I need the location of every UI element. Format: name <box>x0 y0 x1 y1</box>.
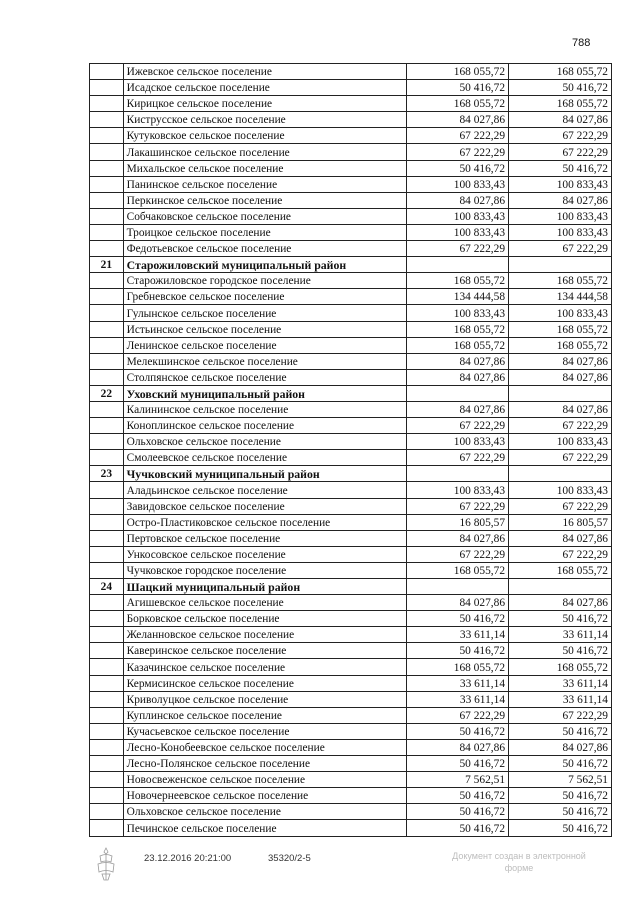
settlement-row <box>90 804 612 820</box>
settlement-row <box>90 321 612 337</box>
amount-column-2: 67 222,29 <box>509 546 612 562</box>
settlement-row <box>90 675 612 691</box>
amount-column-1: 84 027,86 <box>407 369 509 385</box>
amount-column-1: 84 027,86 <box>407 401 509 417</box>
row-number <box>90 482 124 498</box>
row-number: 22 <box>90 385 124 401</box>
amount-column-1 <box>407 466 509 482</box>
settlement-row <box>90 482 612 498</box>
amount-column-1: 16 805,57 <box>407 514 509 530</box>
amount-column-1: 33 611,14 <box>407 675 509 691</box>
amount-column-2: 168 055,72 <box>509 337 612 353</box>
settlement-row <box>90 434 612 450</box>
row-number <box>90 739 124 755</box>
settlement-name: Криволуцкое сельское поселение <box>123 691 406 707</box>
settlement-row <box>90 691 612 707</box>
amount-column-1 <box>407 579 509 595</box>
settlement-name: Гулынское сельское поселение <box>123 305 406 321</box>
row-number <box>90 273 124 289</box>
amount-column-2: 16 805,57 <box>509 514 612 530</box>
amount-column-2: 84 027,86 <box>509 595 612 611</box>
settlement-row <box>90 707 612 723</box>
settlement-name: Ольховское сельское поселение <box>123 434 406 450</box>
settlement-name: Федотьевское сельское поселение <box>123 241 406 257</box>
amount-column-1: 50 416,72 <box>407 756 509 772</box>
settlement-name: Панинское сельское поселение <box>123 176 406 192</box>
settlement-row <box>90 756 612 772</box>
row-number <box>90 675 124 691</box>
settlement-name: Троицкое сельское поселение <box>123 224 406 240</box>
row-number <box>90 611 124 627</box>
row-number: 21 <box>90 257 124 273</box>
amount-column-2: 168 055,72 <box>509 321 612 337</box>
settlement-name: Ольховское сельское поселение <box>123 804 406 820</box>
amount-column-2: 7 562,51 <box>509 772 612 788</box>
amount-column-1: 84 027,86 <box>407 595 509 611</box>
row-number <box>90 192 124 208</box>
row-number <box>90 804 124 820</box>
row-number <box>90 112 124 128</box>
amount-column-1: 50 416,72 <box>407 788 509 804</box>
row-number <box>90 353 124 369</box>
row-number <box>90 659 124 675</box>
settlement-row <box>90 144 612 160</box>
district-row <box>90 579 612 595</box>
amount-column-2: 84 027,86 <box>509 112 612 128</box>
row-number <box>90 434 124 450</box>
row-number <box>90 756 124 772</box>
amount-column-1: 50 416,72 <box>407 160 509 176</box>
settlement-name: Лесно-Конобеевское сельское поселение <box>123 739 406 755</box>
settlement-name: Борковское сельское поселение <box>123 611 406 627</box>
settlement-name: Собчаковское сельское поселение <box>123 208 406 224</box>
settlement-name: Аладьинское сельское поселение <box>123 482 406 498</box>
settlement-row <box>90 450 612 466</box>
footer-doc-id: 35320/2-5 <box>268 853 311 864</box>
amount-column-1: 168 055,72 <box>407 337 509 353</box>
settlement-row <box>90 739 612 755</box>
amount-column-1: 168 055,72 <box>407 562 509 578</box>
settlement-row <box>90 659 612 675</box>
row-number <box>90 96 124 112</box>
amount-column-2: 84 027,86 <box>509 369 612 385</box>
amount-column-2: 67 222,29 <box>509 707 612 723</box>
row-number <box>90 224 124 240</box>
settlement-row <box>90 595 612 611</box>
settlement-name: Лесно-Полянское сельское поселение <box>123 756 406 772</box>
row-number <box>90 208 124 224</box>
settlement-name: Смолеевское сельское поселение <box>123 450 406 466</box>
settlement-row <box>90 112 612 128</box>
emblem-seal-icon <box>94 846 118 882</box>
amount-column-2: 84 027,86 <box>509 353 612 369</box>
amount-column-2: 168 055,72 <box>509 64 612 80</box>
settlement-name: Чучковское городское поселение <box>123 562 406 578</box>
amount-column-1: 33 611,14 <box>407 627 509 643</box>
amount-column-2: 84 027,86 <box>509 401 612 417</box>
amount-column-2 <box>509 579 612 595</box>
row-number <box>90 289 124 305</box>
settlement-name: Каверинское сельское поселение <box>123 643 406 659</box>
settlement-row <box>90 208 612 224</box>
amount-column-1: 67 222,29 <box>407 546 509 562</box>
district-name: Уховский муниципальный район <box>123 385 406 401</box>
settlements-table <box>89 63 612 837</box>
amount-column-2: 33 611,14 <box>509 691 612 707</box>
settlement-row <box>90 353 612 369</box>
settlement-name: Кирицкое сельское поселение <box>123 96 406 112</box>
row-number <box>90 401 124 417</box>
amount-column-2: 100 833,43 <box>509 208 612 224</box>
amount-column-1: 168 055,72 <box>407 273 509 289</box>
amount-column-2: 50 416,72 <box>509 804 612 820</box>
amount-column-1: 50 416,72 <box>407 723 509 739</box>
settlement-name: Исадское сельское поселение <box>123 80 406 96</box>
amount-column-1: 84 027,86 <box>407 353 509 369</box>
district-row <box>90 257 612 273</box>
row-number <box>90 337 124 353</box>
amount-column-2: 33 611,14 <box>509 627 612 643</box>
settlement-name: Кутуковское сельское поселение <box>123 128 406 144</box>
amount-column-2: 50 416,72 <box>509 80 612 96</box>
settlement-row <box>90 530 612 546</box>
amount-column-1: 50 416,72 <box>407 611 509 627</box>
settlement-name: Лакашинское сельское поселение <box>123 144 406 160</box>
settlement-name: Ленинское сельское поселение <box>123 337 406 353</box>
amount-column-1: 67 222,29 <box>407 498 509 514</box>
amount-column-1: 100 833,43 <box>407 176 509 192</box>
settlement-name: Кермисинское сельское поселение <box>123 675 406 691</box>
settlement-name: Агишевское сельское поселение <box>123 595 406 611</box>
row-number <box>90 450 124 466</box>
amount-column-1: 100 833,43 <box>407 208 509 224</box>
amount-column-2: 50 416,72 <box>509 756 612 772</box>
amount-column-1: 84 027,86 <box>407 112 509 128</box>
settlement-name: Михальское сельское поселение <box>123 160 406 176</box>
amount-column-2: 67 222,29 <box>509 241 612 257</box>
row-number <box>90 627 124 643</box>
amount-column-2: 67 222,29 <box>509 144 612 160</box>
row-number <box>90 418 124 434</box>
amount-column-1: 67 222,29 <box>407 241 509 257</box>
settlement-name: Ижевское сельское поселение <box>123 64 406 80</box>
amount-column-2: 84 027,86 <box>509 530 612 546</box>
settlement-row <box>90 418 612 434</box>
district-row <box>90 466 612 482</box>
amount-column-1: 50 416,72 <box>407 804 509 820</box>
amount-column-2 <box>509 257 612 273</box>
settlement-row <box>90 401 612 417</box>
district-name: Шацкий муниципальный район <box>123 579 406 595</box>
amount-column-1: 7 562,51 <box>407 772 509 788</box>
settlement-row <box>90 369 612 385</box>
amount-column-2: 67 222,29 <box>509 128 612 144</box>
amount-column-2: 168 055,72 <box>509 96 612 112</box>
settlement-name: Истьинское сельское поселение <box>123 321 406 337</box>
district-name: Чучковский муниципальный район <box>123 466 406 482</box>
amount-column-1: 84 027,86 <box>407 192 509 208</box>
settlement-name: Столпянское сельское поселение <box>123 369 406 385</box>
amount-column-2: 100 833,43 <box>509 434 612 450</box>
page-number: 788 <box>572 37 591 49</box>
settlement-name: Пертовское сельское поселение <box>123 530 406 546</box>
amount-column-1: 50 416,72 <box>407 80 509 96</box>
row-number <box>90 128 124 144</box>
amount-column-1: 50 416,72 <box>407 643 509 659</box>
settlement-name: Куплинское сельское поселение <box>123 707 406 723</box>
settlement-row <box>90 546 612 562</box>
district-name: Старожиловский муниципальный район <box>123 257 406 273</box>
row-number <box>90 546 124 562</box>
amount-column-1: 168 055,72 <box>407 321 509 337</box>
row-number <box>90 514 124 530</box>
settlement-row <box>90 772 612 788</box>
footer-timestamp: 23.12.2016 20:21:00 <box>144 853 232 864</box>
row-number <box>90 691 124 707</box>
electronic-document-watermark: Документ создан в электронной форме <box>452 851 586 873</box>
row-number <box>90 369 124 385</box>
row-number <box>90 241 124 257</box>
amount-column-2: 50 416,72 <box>509 788 612 804</box>
settlement-name: Старожиловское городское поселение <box>123 273 406 289</box>
settlement-row <box>90 192 612 208</box>
amount-column-2: 67 222,29 <box>509 450 612 466</box>
amount-column-1: 134 444,58 <box>407 289 509 305</box>
amount-column-1: 168 055,72 <box>407 64 509 80</box>
amount-column-1: 84 027,86 <box>407 739 509 755</box>
amount-column-2: 84 027,86 <box>509 739 612 755</box>
amount-column-2: 50 416,72 <box>509 643 612 659</box>
amount-column-2 <box>509 385 612 401</box>
amount-column-2 <box>509 466 612 482</box>
row-number <box>90 305 124 321</box>
row-number <box>90 723 124 739</box>
amount-column-1: 50 416,72 <box>407 820 509 836</box>
settlement-name: Гребневское сельское поселение <box>123 289 406 305</box>
row-number <box>90 643 124 659</box>
settlement-row <box>90 96 612 112</box>
settlement-name: Завидовское сельское поселение <box>123 498 406 514</box>
amount-column-2: 84 027,86 <box>509 192 612 208</box>
amount-column-1: 168 055,72 <box>407 659 509 675</box>
settlement-name: Печинское сельское поселение <box>123 820 406 836</box>
amount-column-2: 168 055,72 <box>509 659 612 675</box>
row-number <box>90 321 124 337</box>
row-number <box>90 144 124 160</box>
settlement-row <box>90 241 612 257</box>
amount-column-2: 100 833,43 <box>509 176 612 192</box>
settlement-name: Кучасьевское сельское поселение <box>123 723 406 739</box>
amount-column-2: 168 055,72 <box>509 562 612 578</box>
settlement-row <box>90 337 612 353</box>
amount-column-1: 100 833,43 <box>407 305 509 321</box>
settlement-row <box>90 273 612 289</box>
row-number <box>90 820 124 836</box>
settlement-row <box>90 498 612 514</box>
settlement-row <box>90 128 612 144</box>
amount-column-2: 50 416,72 <box>509 611 612 627</box>
settlement-row <box>90 176 612 192</box>
row-number <box>90 176 124 192</box>
row-number <box>90 64 124 80</box>
settlement-name: Ункосовское сельское поселение <box>123 546 406 562</box>
district-row <box>90 385 612 401</box>
amount-column-2: 50 416,72 <box>509 723 612 739</box>
settlement-name: Киструсское сельское поселение <box>123 112 406 128</box>
settlement-row <box>90 64 612 80</box>
amount-column-2: 168 055,72 <box>509 273 612 289</box>
amount-column-1: 67 222,29 <box>407 144 509 160</box>
settlement-name: Перкинское сельское поселение <box>123 192 406 208</box>
amount-column-1: 100 833,43 <box>407 482 509 498</box>
amount-column-2: 67 222,29 <box>509 498 612 514</box>
row-number <box>90 160 124 176</box>
settlement-row <box>90 788 612 804</box>
settlement-name: Коноплинское сельское поселение <box>123 418 406 434</box>
settlements-table-body <box>90 64 612 837</box>
settlement-row <box>90 723 612 739</box>
row-number <box>90 498 124 514</box>
amount-column-2: 67 222,29 <box>509 418 612 434</box>
settlement-name: Новочернеевское сельское поселение <box>123 788 406 804</box>
amount-column-1 <box>407 257 509 273</box>
row-number <box>90 530 124 546</box>
row-number: 24 <box>90 579 124 595</box>
settlement-name: Желанновское сельское поселение <box>123 627 406 643</box>
settlement-name: Казачинское сельское поселение <box>123 659 406 675</box>
amount-column-1: 67 222,29 <box>407 128 509 144</box>
settlement-row <box>90 80 612 96</box>
amount-column-1: 84 027,86 <box>407 530 509 546</box>
settlement-row <box>90 643 612 659</box>
settlement-row <box>90 514 612 530</box>
row-number <box>90 562 124 578</box>
amount-column-1: 67 222,29 <box>407 707 509 723</box>
settlement-row <box>90 305 612 321</box>
amount-column-1 <box>407 385 509 401</box>
row-number <box>90 595 124 611</box>
amount-column-1: 100 833,43 <box>407 224 509 240</box>
row-number <box>90 772 124 788</box>
amount-column-2: 100 833,43 <box>509 224 612 240</box>
amount-column-2: 50 416,72 <box>509 820 612 836</box>
settlement-row <box>90 627 612 643</box>
settlement-row <box>90 224 612 240</box>
settlement-name: Калининское сельское поселение <box>123 401 406 417</box>
row-number <box>90 788 124 804</box>
settlement-name: Мелекшинское сельское поселение <box>123 353 406 369</box>
row-number: 23 <box>90 466 124 482</box>
settlement-row <box>90 820 612 836</box>
settlement-row <box>90 562 612 578</box>
row-number <box>90 80 124 96</box>
amount-column-1: 33 611,14 <box>407 691 509 707</box>
amount-column-2: 33 611,14 <box>509 675 612 691</box>
settlement-row <box>90 289 612 305</box>
settlement-row <box>90 611 612 627</box>
settlement-row <box>90 160 612 176</box>
row-number <box>90 707 124 723</box>
amount-column-1: 67 222,29 <box>407 418 509 434</box>
settlement-name: Новосвеженское сельское поселение <box>123 772 406 788</box>
amount-column-2: 50 416,72 <box>509 160 612 176</box>
amount-column-2: 100 833,43 <box>509 482 612 498</box>
amount-column-1: 67 222,29 <box>407 450 509 466</box>
amount-column-1: 100 833,43 <box>407 434 509 450</box>
settlement-name: Остро-Пластиковское сельское поселение <box>123 514 406 530</box>
amount-column-2: 134 444,58 <box>509 289 612 305</box>
amount-column-1: 168 055,72 <box>407 96 509 112</box>
amount-column-2: 100 833,43 <box>509 305 612 321</box>
